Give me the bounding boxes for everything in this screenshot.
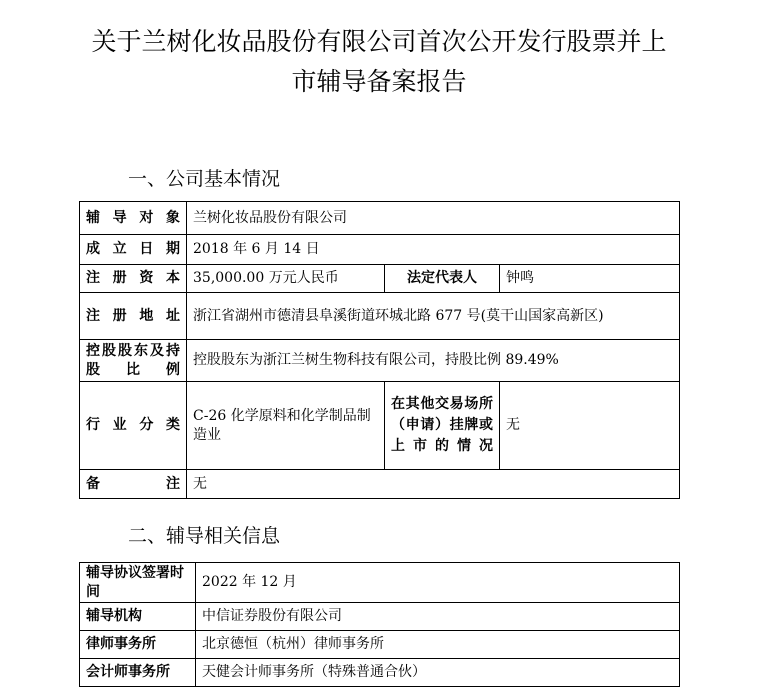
- law-firm-label: 律师事务所: [80, 631, 196, 659]
- founded-value: 2018 年 6 月 14 日: [187, 235, 680, 265]
- table-row: [80, 563, 680, 603]
- table-row: [80, 265, 680, 293]
- table-row: [80, 603, 680, 631]
- institution-label: 辅导机构: [80, 603, 196, 631]
- founded-label: 成立日期: [80, 235, 187, 265]
- title-line-2: 市辅导备案报告: [291, 67, 467, 96]
- other-listing-label: 在其他交易场所（申请）挂牌或上市的情况: [385, 382, 500, 470]
- address-value: 浙江省湖州市德清县阜溪街道环城北路 677 号(莫干山国家高新区): [187, 293, 680, 340]
- table-row: [80, 293, 680, 340]
- section-1-heading: 一、公司基本情况: [128, 168, 281, 190]
- title-line-1: 关于兰树化妆品股份有限公司首次公开发行股票并上: [91, 27, 667, 56]
- capital-value: 35,000.00 万元人民币: [187, 265, 385, 293]
- target-value: 兰树化妆品股份有限公司: [187, 202, 680, 235]
- table-row: [80, 235, 680, 265]
- law-firm-value: 北京德恒（杭州）律师事务所: [196, 631, 680, 659]
- shareholder-label: 控股股东及持股比例: [80, 340, 187, 382]
- tutoring-info-table: [79, 562, 680, 687]
- shareholder-value: 控股股东为浙江兰树生物科技有限公司，持股比例 89.49%: [187, 340, 680, 382]
- legal-rep-label: 法定代表人: [385, 265, 500, 293]
- target-label: 辅导对象: [80, 202, 187, 235]
- capital-label: 注册资本: [80, 265, 187, 293]
- company-basic-info-table: [79, 201, 680, 499]
- section-2-heading: 二、辅导相关信息: [128, 525, 281, 547]
- agreement-value: 2022 年 12 月: [196, 563, 680, 603]
- legal-rep-value: 钟鸣: [500, 265, 680, 293]
- table-row: [80, 340, 680, 382]
- table-row: [80, 659, 680, 687]
- industry-value: C-26 化学原料和化学制品制造业: [187, 382, 385, 470]
- table-row: [80, 470, 680, 499]
- address-label: 注册地址: [80, 293, 187, 340]
- remark-label: 备注: [80, 470, 187, 499]
- table-row: [80, 631, 680, 659]
- document-title: [40, 22, 718, 102]
- table-row: [80, 382, 680, 470]
- agreement-label: 辅导协议签署时间: [80, 563, 196, 603]
- industry-label: 行业分类: [80, 382, 187, 470]
- institution-value: 中信证券股份有限公司: [196, 603, 680, 631]
- other-listing-value: 无: [500, 382, 680, 470]
- accounting-value: 天健会计师事务所（特殊普通合伙）: [196, 659, 680, 687]
- remark-value: 无: [187, 470, 680, 499]
- table-row: [80, 202, 680, 235]
- accounting-label: 会计师事务所: [80, 659, 196, 687]
